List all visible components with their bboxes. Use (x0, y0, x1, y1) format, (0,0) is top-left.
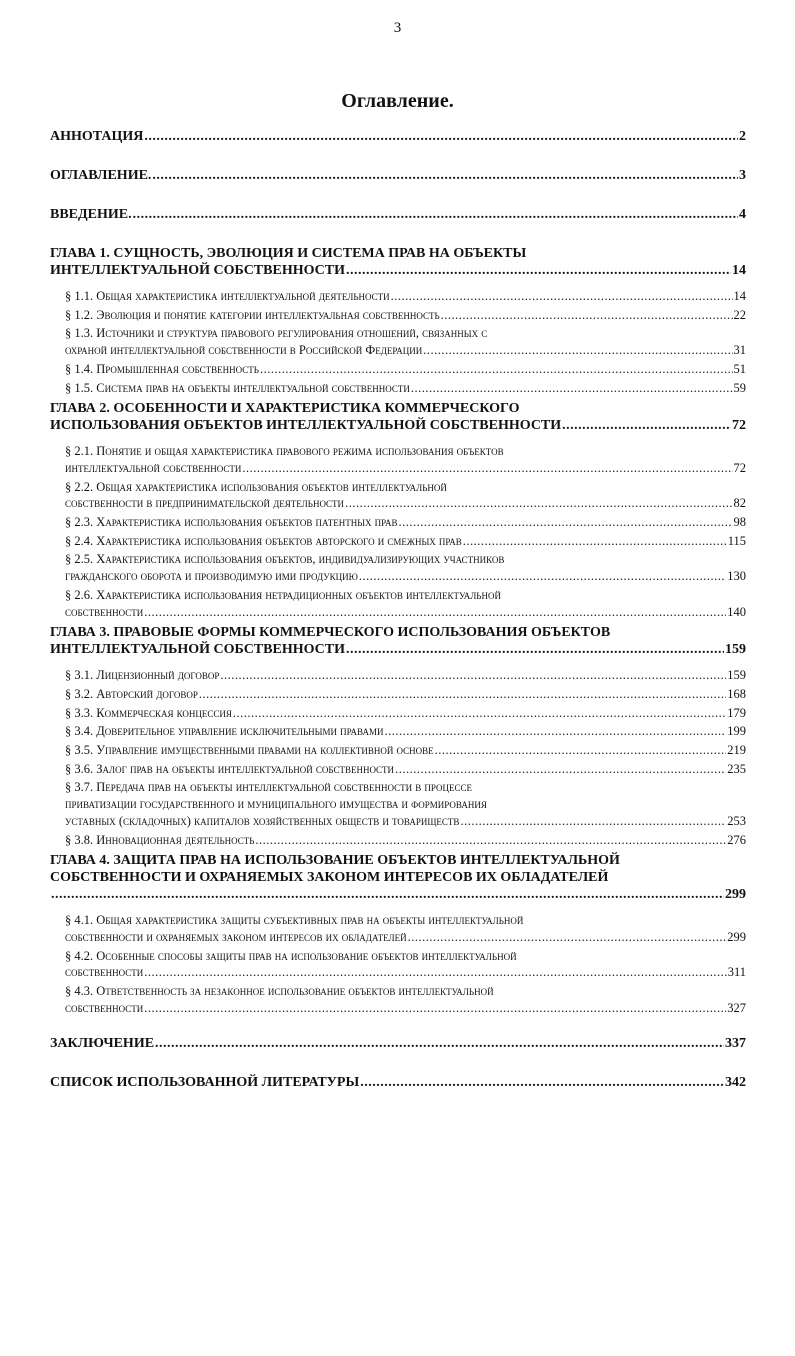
toc-page-number: 115 (727, 533, 746, 548)
toc-page-number: 59 (733, 380, 746, 395)
toc-page-number: 3 (739, 168, 746, 183)
toc-entry-title: интеллектуальной собственности (65, 460, 242, 475)
dot-leader (359, 568, 726, 585)
toc-entry-title: § 1.1. Общая характеристика интеллектуальной деятельности (65, 289, 390, 303)
dot-leader (391, 288, 733, 305)
toc-page-number: 276 (727, 832, 746, 847)
toc-entry-title: § 2.5. Характеристика использования объектов, индивидуализирующих участников (65, 552, 505, 567)
dot-leader (51, 886, 724, 903)
toc-section[interactable] (50, 307, 746, 324)
toc-chapter[interactable] (50, 245, 746, 279)
toc-section[interactable] (50, 587, 746, 620)
toc-entry-title: § 1.2. Эволюция и понятие категории интеллектуальная собственность (65, 307, 440, 322)
dot-leader (399, 514, 733, 531)
toc-page-number: 51 (733, 361, 746, 376)
toc-page-number: 159 (725, 642, 746, 658)
dot-leader (408, 929, 727, 946)
toc-page-number: 168 (727, 686, 746, 701)
toc-top-entry[interactable] (50, 167, 746, 184)
toc-section[interactable] (50, 723, 746, 740)
toc-page-number: 130 (727, 569, 746, 584)
toc-entry-title: § 3.4. Доверительное управление исключительными правами (65, 724, 384, 739)
dot-leader (463, 533, 727, 550)
toc-entry-title: § 3.5. Управление имущественными правами на коллективной основе (65, 743, 434, 758)
toc-entry-title: ВВЕДЕНИЕ. (50, 207, 132, 222)
toc-entry-title: ГЛАВА 4. ЗАЩИТА ПРАВ НА ИСПОЛЬЗОВАНИЕ ОБЪЕКТОВ ИНТЕЛЛЕКТУАЛЬНОЙ (50, 853, 620, 869)
dot-leader (345, 495, 732, 512)
toc-section[interactable] (50, 686, 746, 703)
toc-entry-title: охраной интеллектуальной собственности в Российской Федерации (65, 343, 423, 358)
toc-entry-title: АННОТАЦИЯ (50, 129, 144, 144)
dot-leader (152, 167, 738, 184)
toc-chapter[interactable] (50, 400, 746, 434)
toc-section[interactable] (50, 761, 746, 778)
dot-leader (360, 1074, 724, 1091)
dot-leader (562, 417, 731, 434)
dot-leader (144, 1000, 726, 1017)
toc-entry-title: ГЛАВА 1. СУЩНОСТЬ, ЭВОЛЮЦИЯ И СИСТЕМА ПРАВ НА ОБЪЕКТЫ (50, 246, 527, 261)
toc-page-number: 337 (725, 1035, 746, 1051)
dot-leader (460, 813, 726, 830)
dot-leader (441, 307, 733, 324)
dot-leader (423, 342, 732, 359)
toc-entry-title: § 2.2. Общая характеристика использования объектов интеллектуальной (65, 479, 447, 494)
toc-section[interactable] (50, 779, 746, 829)
dot-leader (260, 361, 733, 378)
toc-entry-title: § 2.1. Понятие и общая характеристика правового режима использования объектов (65, 444, 504, 459)
toc-top-entry[interactable] (50, 1035, 746, 1052)
toc-page-number: 253 (727, 813, 746, 828)
toc-top-entry[interactable] (50, 206, 746, 223)
toc-page-number: 311 (727, 965, 746, 980)
toc-entry-title: СОБСТВЕННОСТИ И ОХРАНЯЕМЫХ ЗАКОНОМ ИНТЕРЕСОВ ИХ ОБЛАДАТЕЛЕЙ (50, 870, 609, 886)
dot-leader (144, 128, 738, 145)
toc-entry-title: § 3.8. Инновационная деятельность (65, 832, 255, 847)
toc-entry-title: § 3.6. Залог прав на объекты интеллектуальной собственности (65, 761, 395, 776)
toc-page-number: 22 (733, 307, 746, 322)
toc-page-number: 235 (727, 761, 746, 776)
toc-page-number: 179 (727, 705, 746, 720)
page-number: 3 (393, 20, 402, 36)
toc-entry-title: § 4.2. Особенные способы защиты прав на использование объектов интеллектуальной (65, 948, 517, 963)
toc-page-number: 4 (739, 207, 746, 222)
toc-entry-title: ГЛАВА 3. ПРАВОВЫЕ ФОРМЫ КОММЕРЧЕСКОГО ИСПОЛЬЗОВАНИЯ ОБЪЕКТОВ (50, 625, 611, 641)
toc-entry-title: собственности в предпринимательской деятельности (65, 496, 345, 511)
dot-leader (384, 723, 726, 740)
toc-entry-title: собственности (65, 1000, 144, 1015)
toc-page-number: 299 (727, 929, 746, 944)
toc-section[interactable] (50, 705, 746, 722)
toc-entry-title: § 4.3. Ответственность за незаконное использование объектов интеллектуальной (65, 984, 494, 999)
toc-chapter[interactable] (50, 624, 746, 658)
toc-section[interactable] (50, 948, 746, 981)
toc-entry-title: § 3.7. Передача прав на объекты интеллектуальной собственности в процессе (65, 780, 472, 795)
toc-section[interactable] (50, 832, 746, 849)
toc-page-number: 342 (725, 1074, 746, 1090)
dot-leader (395, 761, 726, 778)
toc-entry-title: § 2.6. Характеристика использования нетрадиционных объектов интеллектуальной (65, 587, 501, 602)
toc-entry-title: собственности (65, 604, 144, 619)
toc-page-number: 299 (725, 887, 746, 903)
toc-page-number: 82 (733, 496, 746, 511)
toc-entry-title: § 2.3. Характеристика использования объектов патентных прав (65, 515, 398, 530)
dot-leader (435, 742, 727, 759)
table-of-contents (50, 128, 746, 1091)
toc-entry-title: § 3.1. Лицензионный договор (65, 668, 220, 683)
toc-page-number: 219 (727, 743, 746, 758)
toc-page-number: 31 (733, 343, 746, 358)
toc-top-entry[interactable] (50, 1074, 746, 1091)
toc-section[interactable] (50, 912, 746, 945)
dot-leader (346, 262, 731, 279)
dot-leader (242, 460, 732, 477)
dot-leader (155, 1035, 724, 1052)
dot-leader (233, 705, 726, 722)
toc-entry-title: собственности и охраняемых законом интересов их обладателей (65, 929, 407, 944)
dot-leader (144, 604, 726, 621)
toc-section[interactable] (50, 325, 746, 358)
toc-entry-title: ЗАКЛЮЧЕНИЕ (50, 1035, 155, 1051)
toc-page-number: 98 (733, 515, 746, 530)
toc-top-entry[interactable] (50, 128, 746, 145)
toc-section[interactable] (50, 533, 746, 550)
dot-leader (133, 206, 738, 223)
toc-entry-title: § 4.1. Общая характеристика защиты субъективных прав на объекты интеллектуальной (65, 913, 524, 928)
toc-entry-title: уставных (складочных) капиталов хозяйственных обществ и товариществ (65, 813, 460, 828)
toc-section[interactable] (50, 380, 746, 397)
toc-section[interactable] (50, 667, 746, 684)
toc-section[interactable] (50, 479, 746, 512)
toc-section[interactable] (50, 742, 746, 759)
toc-entry-title: ИНТЕЛЛЕКТУАЛЬНОЙ СОБСТВЕННОСТИ (50, 263, 345, 278)
toc-entry-title: гражданского оборота и производимую ими продукцию (65, 569, 358, 584)
toc-section[interactable] (50, 551, 746, 584)
toc-entry-title: ГЛАВА 2. ОСОБЕННОСТИ И ХАРАКТЕРИСТИКА КОММЕРЧЕСКОГО (50, 401, 520, 417)
dot-leader (255, 832, 726, 849)
dot-leader (411, 380, 733, 397)
toc-section[interactable] (50, 361, 746, 378)
toc-section[interactable] (50, 514, 746, 531)
toc-entry-title: § 3.2. Авторский договор (65, 686, 198, 701)
toc-entry-title: § 1.5. Система прав на объекты интеллектуальной собственности (65, 380, 410, 395)
toc-chapter[interactable] (50, 852, 746, 903)
toc-page-number: 72 (732, 418, 746, 434)
page-title: Оглавление. (341, 90, 454, 112)
dot-leader (144, 964, 726, 981)
toc-page-number: 72 (733, 460, 746, 475)
toc-entry-title: § 1.4. Промышленная собственность (65, 361, 259, 376)
toc-section[interactable] (50, 983, 746, 1016)
toc-entry-title: § 1.3. Источники и структура правового регулирования отношений, связанных с (65, 326, 488, 341)
toc-entry-title: ИСПОЛЬЗОВАНИЯ ОБЪЕКТОВ ИНТЕЛЛЕКТУАЛЬНОЙ СОБСТВЕННОСТИ (50, 418, 562, 434)
dot-leader (346, 641, 724, 658)
toc-page-number: 327 (727, 1000, 746, 1015)
toc-page-number: 140 (727, 604, 746, 619)
toc-section[interactable] (50, 288, 746, 305)
toc-entry-title: ОГЛАВЛЕНИЕ. (50, 168, 152, 183)
toc-entry-title: § 3.3. Коммерческая концессия (65, 705, 232, 720)
toc-page-number: 2 (739, 129, 746, 144)
toc-section[interactable] (50, 443, 746, 476)
toc-page-number: 14 (732, 263, 746, 278)
toc-entry-title: § 2.4. Характеристика использования объектов авторского и смежных прав (65, 533, 462, 548)
toc-page-number: 14 (733, 289, 746, 303)
toc-page-number: 199 (727, 724, 746, 739)
toc-page-number: 159 (727, 668, 746, 683)
dot-leader (220, 667, 726, 684)
toc-entry-title: собственности (65, 965, 144, 980)
toc-entry-title: приватизации государственного и муниципального имущества и формирования (65, 797, 487, 812)
dot-leader (199, 686, 726, 703)
toc-entry-title: СПИСОК ИСПОЛЬЗОВАННОЙ ЛИТЕРАТУРЫ (50, 1074, 360, 1090)
toc-entry-title: ИНТЕЛЛЕКТУАЛЬНОЙ СОБСТВЕННОСТИ (50, 642, 345, 658)
